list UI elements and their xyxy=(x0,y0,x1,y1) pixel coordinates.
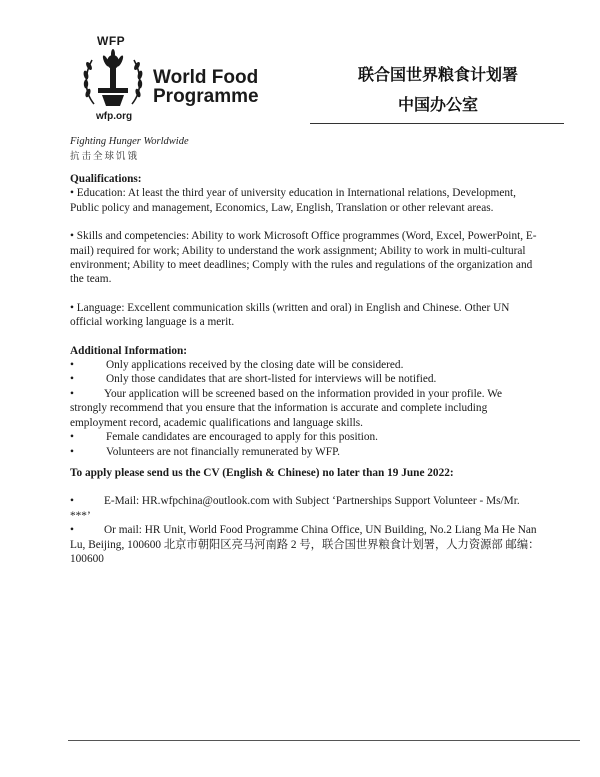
header-divider xyxy=(310,123,564,124)
additional-item-text: Only applications received by the closing date will be considered. xyxy=(106,359,404,372)
header-cn-org-name: 联合国世界粮食计划署 xyxy=(357,65,518,84)
bullet: • xyxy=(70,373,74,386)
bullet: • xyxy=(70,524,74,537)
wheat-wreath-icon xyxy=(80,48,146,112)
logo-org-name-line2: Programme xyxy=(153,86,259,107)
qualification-education: • Education: At least the third year of university education in International relations, Development, Public policy and management, Economics, Law, English, Translation or other relevant areas. xyxy=(70,187,516,214)
qualification-skills: • Skills and competencies: Ability to work Microsoft Office programmes (Word, Excel, PowerPoint, E-mail) required for work; Ability to understand the work assignment; Ability to work in multi-cultural environment; Ability to meet deadlines; Comply with the rules and regulations of the organization and the team. xyxy=(70,230,537,286)
apply-email-text: E-Mail: HR.wfpchina@outlook.com with Subject ‘Partnerships Support Volunteer - Ms/Mr. ***’ xyxy=(70,495,520,522)
additional-info-heading: Additional Information: xyxy=(70,344,188,357)
additional-item-text: Only those candidates that are short-listed for interviews will be notified. xyxy=(106,373,437,386)
bullet: • xyxy=(70,445,74,458)
list-item xyxy=(70,387,540,430)
list-item xyxy=(70,372,540,386)
bullet: • xyxy=(70,495,74,508)
tagline-cn: 抗击全球饥饿 xyxy=(70,151,140,162)
additional-item-text: Your application will be screened based on the information provided in your profile. We strongly recommend that you ensure that the information is accurate and complete including employment record, academic qualifications and language skills. xyxy=(70,387,503,429)
list-item xyxy=(70,445,540,459)
logo-abbreviation: WFP xyxy=(97,34,126,48)
apply-email xyxy=(70,494,540,523)
logo-url: wfp.org xyxy=(96,111,133,122)
bullet: • xyxy=(70,431,74,444)
qualification-language: • Language: Excellent communication skills (written and oral) in English and Chinese. Other UN official working language is a merit. xyxy=(70,301,510,329)
additional-item-text: Female candidates are encouraged to apply for this position. xyxy=(106,431,378,444)
qualifications-heading: Qualifications: xyxy=(70,173,142,185)
logo-org-name-line1: World Food xyxy=(153,67,259,88)
document-body xyxy=(70,172,540,566)
wfp-logo xyxy=(80,34,280,124)
bullet: • xyxy=(70,387,74,400)
list-item xyxy=(70,358,540,372)
apply-mail xyxy=(70,523,540,566)
footer-divider xyxy=(68,740,580,741)
apply-heading: To apply please send us the CV (English & Chinese) no later than 19 June 2022: xyxy=(70,466,454,479)
list-item xyxy=(70,430,540,444)
bullet: • xyxy=(70,359,74,372)
additional-item-text: Volunteers are not financially remunerated by WFP. xyxy=(106,445,340,458)
header-cn-office: 中国办公室 xyxy=(397,95,478,114)
apply-mail-text: Or mail: HR Unit, World Food Programme China Office, UN Building, No.2 Liang Ma He Nan Lu, Beijing, 100600 北京市朝阳区亮马河南路 2 号，联合国世界粮食计划署，人力资源部 邮编：100600 xyxy=(70,524,540,565)
tagline-en: Fighting Hunger Worldwide xyxy=(70,136,189,147)
